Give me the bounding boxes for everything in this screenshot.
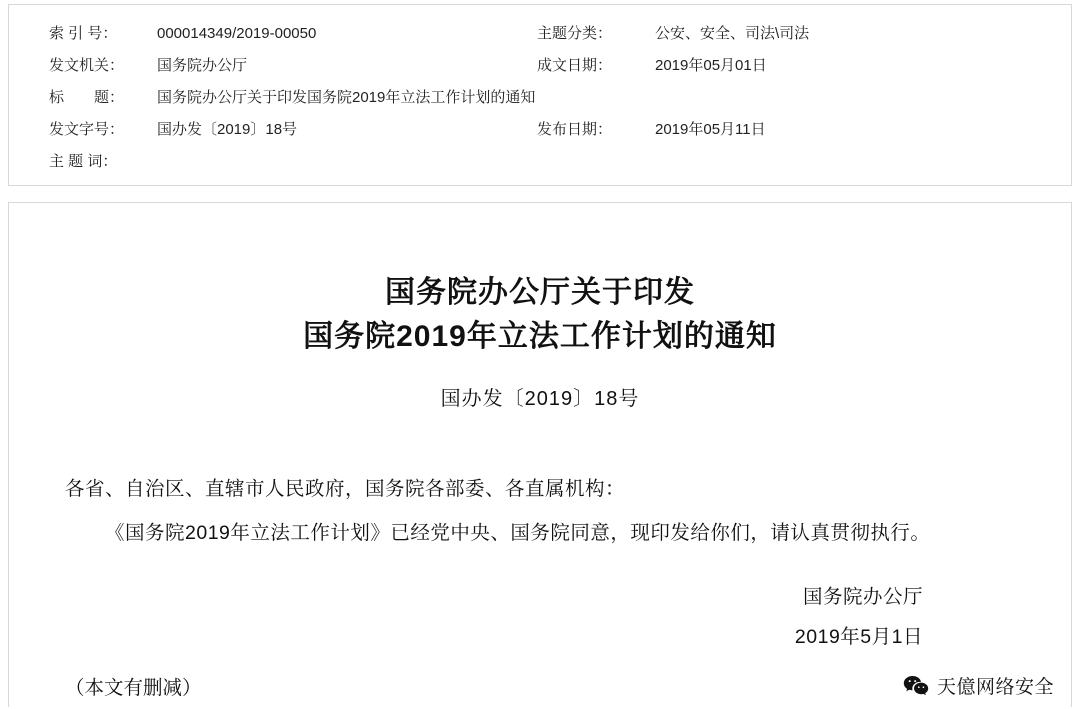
metadata-label-issuing-agency: 发文机关： <box>49 57 125 74</box>
document-card <box>8 202 1072 707</box>
metadata-label-keywords: 主 题 词： <box>49 153 118 170</box>
wechat-account-name: 天億网络安全 <box>936 677 1054 698</box>
document-signature: 国务院办公厅 <box>802 586 923 608</box>
wechat-icon <box>903 675 929 697</box>
metadata-label-subject-category: 主题分类： <box>537 25 613 42</box>
metadata-value-publish-date: 2019年05月11日 <box>655 121 766 138</box>
metadata-value-written-date: 2019年05月01日 <box>655 57 767 74</box>
metadata-value-subject-category: 公安、安全、司法\司法 <box>655 25 810 42</box>
metadata-label-index-number: 索 引 号： <box>49 25 118 42</box>
metadata-value-issuing-agency: 国务院办公厅 <box>157 57 248 74</box>
metadata-card <box>8 4 1072 186</box>
document-note: （本文有删减） <box>65 677 202 699</box>
metadata-value-index-number: 000014349/2019-00050 <box>157 25 317 42</box>
metadata-label-publish-date: 发布日期： <box>537 121 613 138</box>
document-title <box>9 271 1071 359</box>
document-title-line-1: 国务院办公厅关于印发 <box>385 276 695 309</box>
document-title-line-2: 国务院2019年立法工作计划的通知 <box>303 320 777 353</box>
metadata-label-title: 标 题： <box>49 89 125 106</box>
metadata-grid <box>49 23 1039 173</box>
document-salutation: 各省、自治区、直辖市人民政府，国务院各部委、各直属机构： <box>65 478 626 500</box>
metadata-label-written-date: 成文日期： <box>537 57 613 74</box>
metadata-value-title: 国务院办公厅关于印发国务院2019年立法工作计划的通知 <box>157 89 536 106</box>
metadata-value-document-number: 国办发〔2019〕18号 <box>157 121 298 138</box>
wechat-account-badge <box>897 670 1060 701</box>
document-sign-date: 2019年5月1日 <box>794 626 923 648</box>
document-number: 国办发〔2019〕18号 <box>440 388 640 410</box>
document-paragraph-1: 《国务院2019年立法工作计划》已经党中央、国务院同意，现印发给你们，请认真贯彻执行。 <box>105 522 931 544</box>
document-body <box>65 467 1015 657</box>
document-signature-block <box>65 577 923 657</box>
metadata-label-document-number: 发文字号： <box>49 121 125 138</box>
